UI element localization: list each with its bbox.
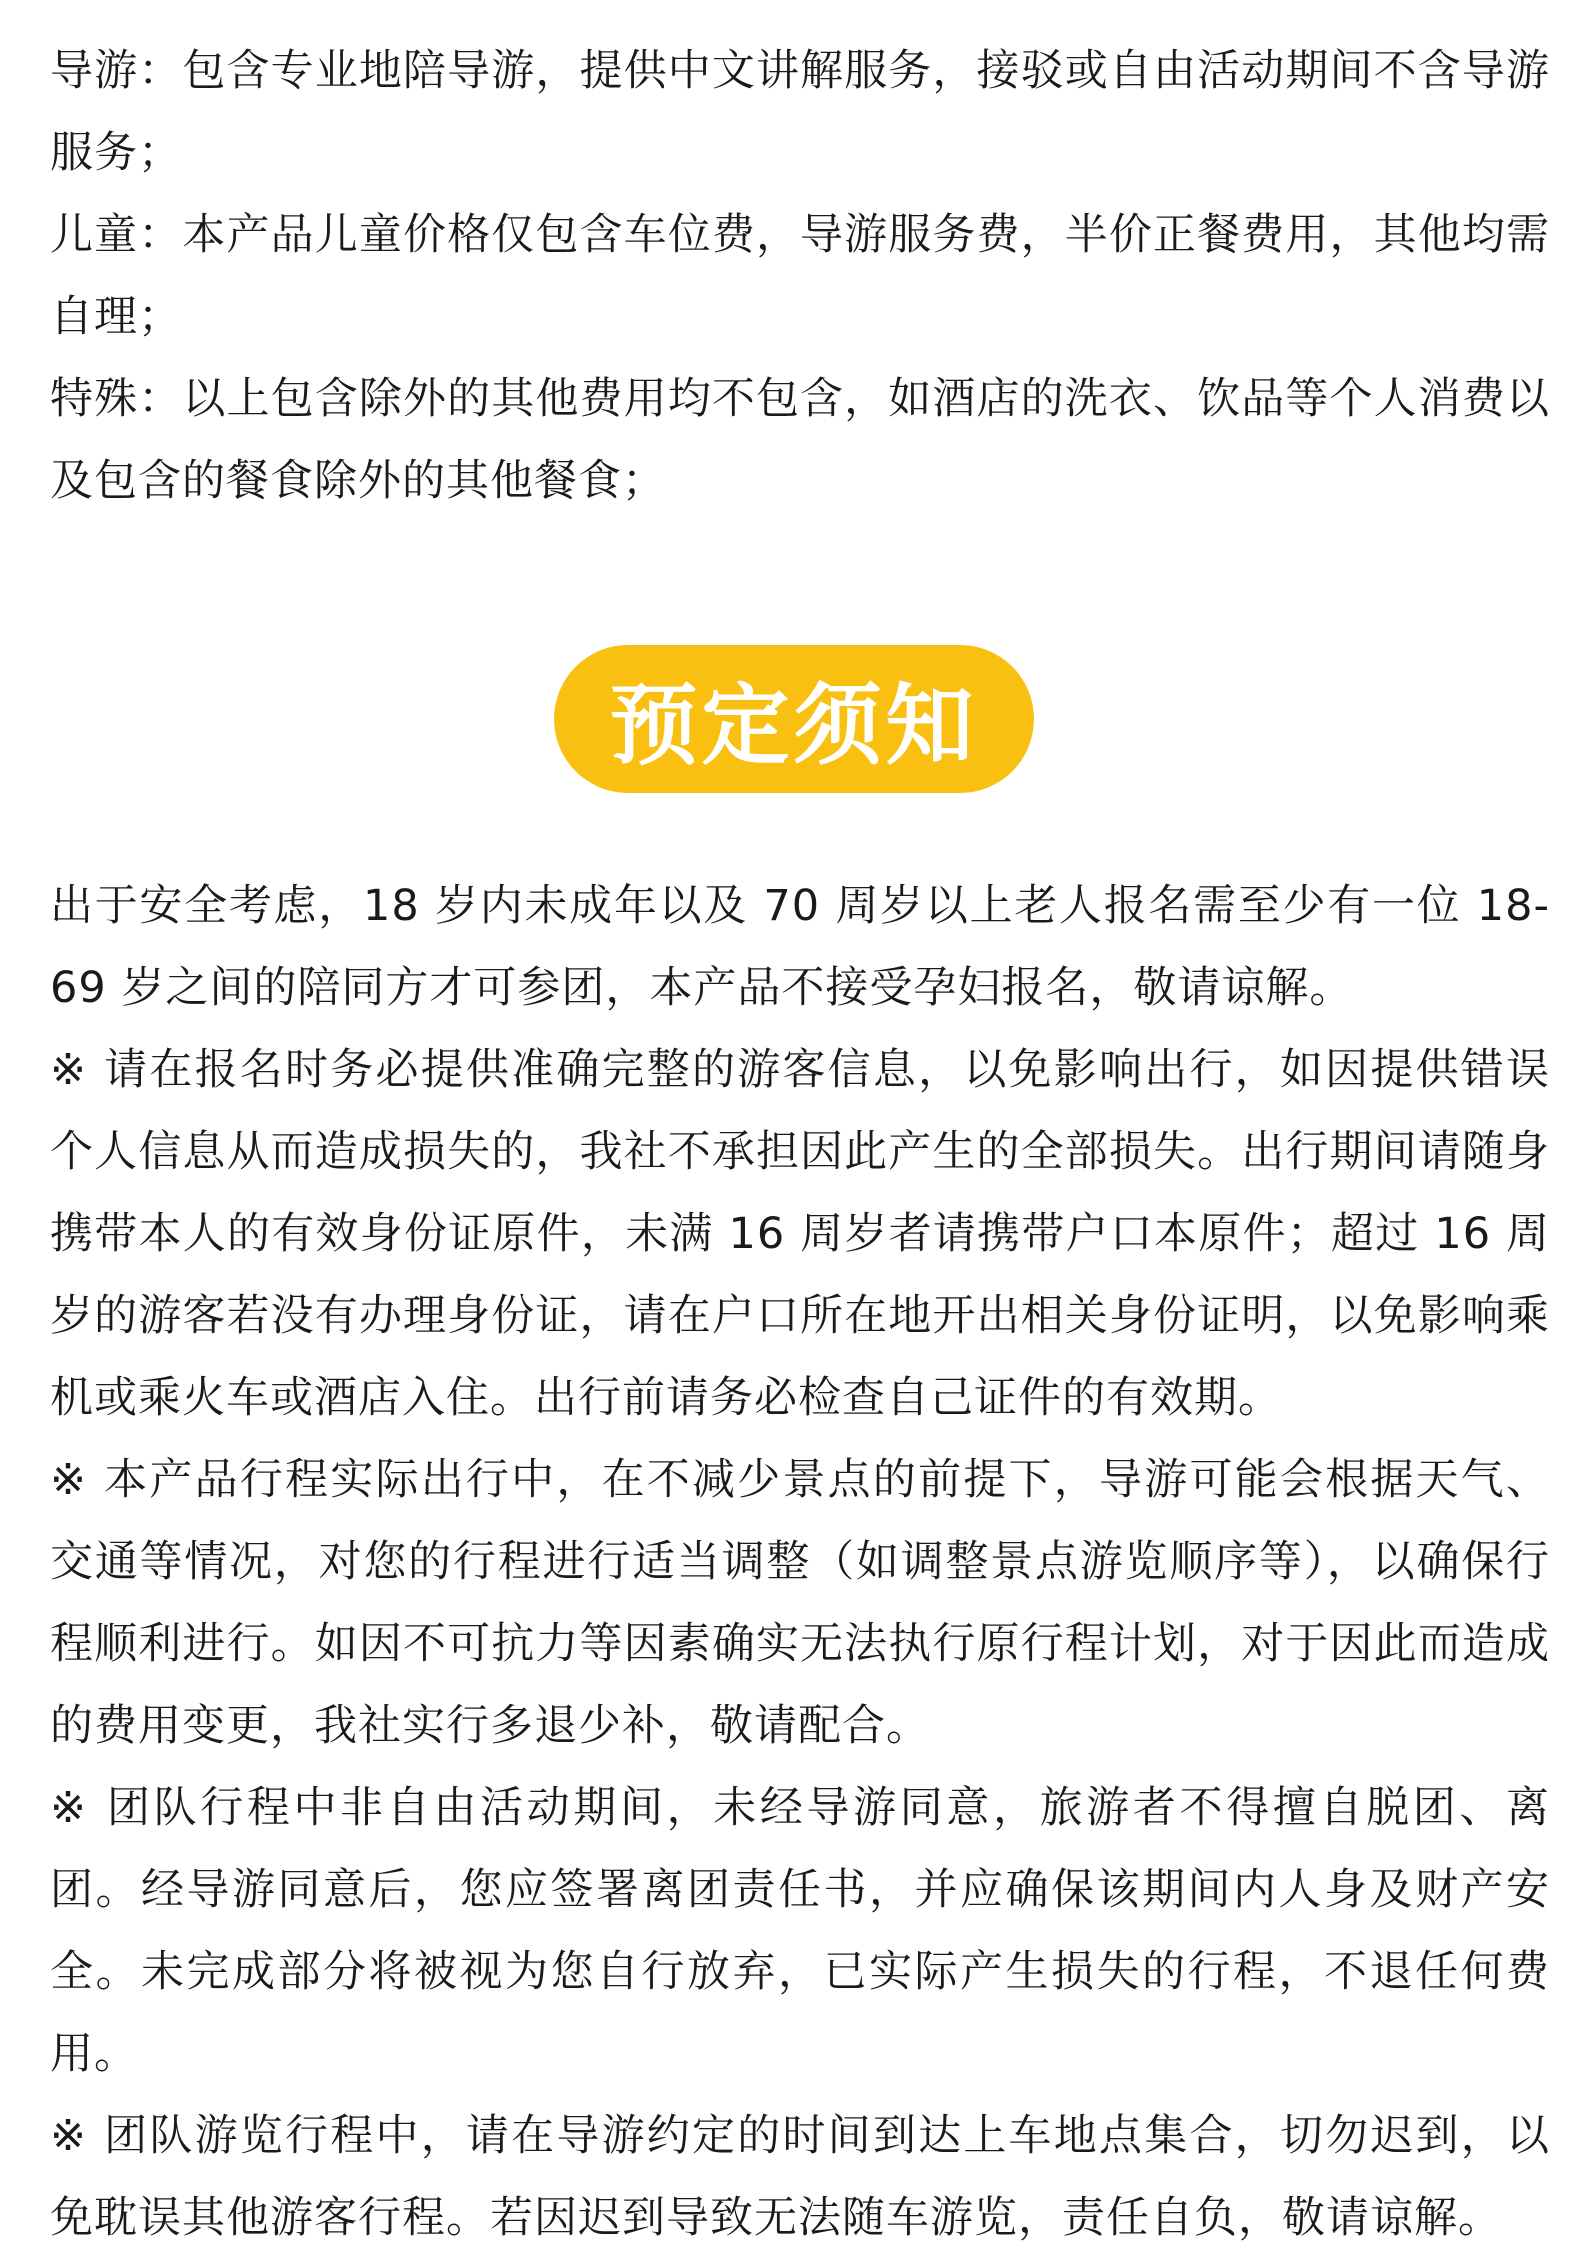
leave-group-item: ※ 团队行程中非自由活动期间，未经导游同意，旅游者不得擅自脱团、离团。经导游同意后，您应签署离团责任书，并应确保该期间内人身及财产安全。未完成部分将被视为您自行放弃，已实际产生损失的行程，不退任何费用。: [50, 1783, 1550, 2079]
booking-notice-list: [50, 865, 1550, 2259]
itinerary-adjustment-item: ※ 本产品行程实际出行中，在不减少景点的前提下，导游可能会根据天气、交通等情况，对您的行程进行适当调整（如调整景点游览顺序等），以确保行程顺利进行。如因不可抗力等因素确实无法执行原行程计划，对于因此而造成的费用变更，我社实行多退少补，敬请配合。: [50, 1455, 1550, 1751]
id-document-item: ※ 请在报名时务必提供准确完整的游客信息，以免影响出行，如因提供错误个人信息从而造成损失的，我社不承担因此产生的全部损失。出行期间请随身携带本人的有效身份证原件，未满 16 周岁者请携带户口本原件；超过 16 周岁的游客若没有办理身份证，请在户口所在地开出相关身份证明，以免影响乘机或乘火车或酒店入住。出行前请务必检查自己证件的有效期。: [50, 1045, 1550, 1423]
age-requirement-item: 出于安全考虑，18 岁内未成年以及 70 周岁以上老人报名需至少有一位 18-69 岁之间的陪同方才可参团，本产品不接受孕妇报名，敬请谅解。: [50, 881, 1550, 1013]
guide-service-item: 导游：包含专业地陪导游，提供中文讲解服务，接驳或自由活动期间不含导游服务；: [50, 46, 1550, 178]
children-policy-item: 儿童：本产品儿童价格仅包含车位费，导游服务费，半价正餐费用，其他均需自理；: [50, 210, 1550, 342]
booking-notice-title: 预定须知: [554, 645, 1034, 793]
included-services-list: [50, 30, 1550, 522]
section-header: [0, 645, 1587, 793]
punctuality-item: ※ 团队游览行程中，请在导游约定的时间到达上车地点集合，切勿迟到，以免耽误其他游客行程。若因迟到导致无法随车游览，责任自负，敬请谅解。: [50, 2111, 1550, 2243]
special-exclusions-item: 特殊：以上包含除外的其他费用均不包含，如酒店的洗衣、饮品等个人消费以及包含的餐食除外的其他餐食；: [50, 374, 1550, 506]
